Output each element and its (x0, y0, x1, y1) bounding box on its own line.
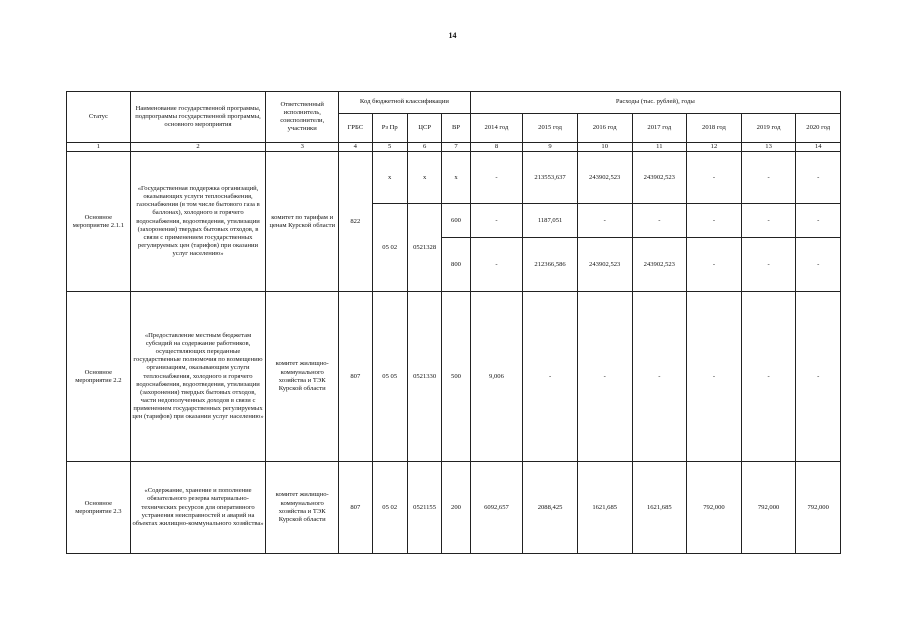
vr-cell: х (442, 152, 470, 204)
table-row (67, 462, 841, 554)
header-budget-code: Код бюджетной классификации (339, 92, 471, 114)
value-cell: 243902,523 (632, 238, 687, 292)
rzpr-cell: 05 05 (372, 292, 407, 462)
status-cell: Основное мероприятие 2.3 (67, 462, 131, 554)
value-cell: - (577, 292, 632, 462)
rzpr-cell: х (372, 152, 407, 204)
column-number: 12 (687, 143, 742, 152)
value-cell: - (796, 292, 841, 462)
table-row (67, 152, 841, 204)
header-year: 2018 год (687, 114, 742, 143)
grbs-cell: 822 (339, 152, 372, 292)
header-vr: ВР (442, 114, 470, 143)
grbs-cell: 807 (339, 292, 372, 462)
vr-cell: 200 (442, 462, 470, 554)
value-cell: - (632, 292, 687, 462)
value-cell: 792,000 (687, 462, 742, 554)
name-cell: «Государственная поддержка организаций, оказывающих услуги теплоснабжения, газоснабжения (в том числе бытового газа в баллонах), холодного и горячего водоснабжения, водоотведения, утилизации (захоронения) твердых бытовых отходов, в связи с применением государственных регулируемых цен (тарифов) при оказании услуг населению» (130, 152, 266, 292)
value-cell: - (687, 204, 742, 238)
header-year: 2017 год (632, 114, 687, 143)
column-number: 2 (130, 143, 266, 152)
value-cell: 243902,523 (577, 238, 632, 292)
header-executor: Ответственный исполнитель, соисполнители, участники (266, 92, 339, 143)
header-year: 2014 год (470, 114, 523, 143)
executor-cell: комитет жилищно-коммунального хозяйства и ТЭК Курской области (266, 292, 339, 462)
header-year: 2020 год (796, 114, 841, 143)
budget-table (66, 91, 841, 554)
value-cell: - (523, 292, 578, 462)
value-cell: 1187,051 (523, 204, 578, 238)
header-name: Наименование государственной программы, подпрограммы государственной программы, основного мероприятия (130, 92, 266, 143)
header-year: 2019 год (741, 114, 796, 143)
column-number: 5 (372, 143, 407, 152)
header-year: 2016 год (577, 114, 632, 143)
header-expenses: Расходы (тыс. рублей), годы (470, 92, 840, 114)
csr-cell: х (407, 152, 441, 204)
header-grbs: ГРБС (339, 114, 372, 143)
grbs-cell: 807 (339, 462, 372, 554)
table-row (67, 292, 841, 462)
vr-cell: 500 (442, 292, 470, 462)
status-cell: Основное мероприятие 2.2 (67, 292, 131, 462)
executor-cell: комитет жилищно-коммунального хозяйства и ТЭК Курской области (266, 462, 339, 554)
rzpr-cell: 05 02 (372, 204, 407, 292)
executor-cell: комитет по тарифам и ценам Курской области (266, 152, 339, 292)
value-cell: 1621,685 (577, 462, 632, 554)
value-cell: 243902,523 (577, 152, 632, 204)
value-cell: 792,000 (796, 462, 841, 554)
header-csr: ЦСР (407, 114, 441, 143)
vr-cell: 800 (442, 238, 470, 292)
value-cell: - (687, 152, 742, 204)
value-cell: - (796, 238, 841, 292)
column-number: 1 (67, 143, 131, 152)
header-year: 2015 год (523, 114, 578, 143)
value-cell: 2088,425 (523, 462, 578, 554)
name-cell: «Предоставление местным бюджетам субсидий на содержание работников, осуществляющих переданные государственные полномочия по возмещению организациям, оказывающим услуги теплоснабжения, холодного и горячего водоснабжения, водоотведения, утилизации (захоронения) твердых бытовых отходов, части недополученных доходов в связи с применением государственных регулируемых цен (тарифов) при оказании услуг населению» (130, 292, 266, 462)
column-number: 6 (407, 143, 441, 152)
value-cell: - (632, 204, 687, 238)
value-cell: - (741, 292, 796, 462)
value-cell: 213553,637 (523, 152, 578, 204)
value-cell: - (687, 238, 742, 292)
csr-cell: 0521330 (407, 292, 441, 462)
name-cell: «Содержание, хранение и пополнение обязательного резерва материально-технических ресурсов для оперативного устранения неисправностей и аварий на объектах жилищно-коммунального хозяйства» (130, 462, 266, 554)
column-number: 11 (632, 143, 687, 152)
page-number: 14 (448, 31, 457, 40)
value-cell: - (741, 204, 796, 238)
column-number: 7 (442, 143, 470, 152)
value-cell: 792,000 (741, 462, 796, 554)
csr-cell: 0521155 (407, 462, 441, 554)
value-cell: - (741, 238, 796, 292)
value-cell: - (470, 238, 523, 292)
column-number: 10 (577, 143, 632, 152)
column-number: 14 (796, 143, 841, 152)
value-cell: - (796, 204, 841, 238)
value-cell: - (741, 152, 796, 204)
value-cell: - (577, 204, 632, 238)
header-rzpr: Рз Пр (372, 114, 407, 143)
value-cell: 6092,657 (470, 462, 523, 554)
column-number: 8 (470, 143, 523, 152)
column-number: 13 (741, 143, 796, 152)
csr-cell: 0521328 (407, 204, 441, 292)
value-cell: - (470, 152, 523, 204)
value-cell: - (470, 204, 523, 238)
status-cell: Основное мероприятие 2.1.1 (67, 152, 131, 292)
header-status: Статус (67, 92, 131, 143)
column-number: 9 (523, 143, 578, 152)
column-number: 4 (339, 143, 372, 152)
column-number-row (67, 143, 841, 152)
value-cell: 212366,586 (523, 238, 578, 292)
rzpr-cell: 05 02 (372, 462, 407, 554)
value-cell: - (687, 292, 742, 462)
value-cell: 243902,523 (632, 152, 687, 204)
header-row-top (67, 92, 841, 114)
value-cell: 1621,685 (632, 462, 687, 554)
value-cell: 9,006 (470, 292, 523, 462)
value-cell: - (796, 152, 841, 204)
vr-cell: 600 (442, 204, 470, 238)
column-number: 3 (266, 143, 339, 152)
